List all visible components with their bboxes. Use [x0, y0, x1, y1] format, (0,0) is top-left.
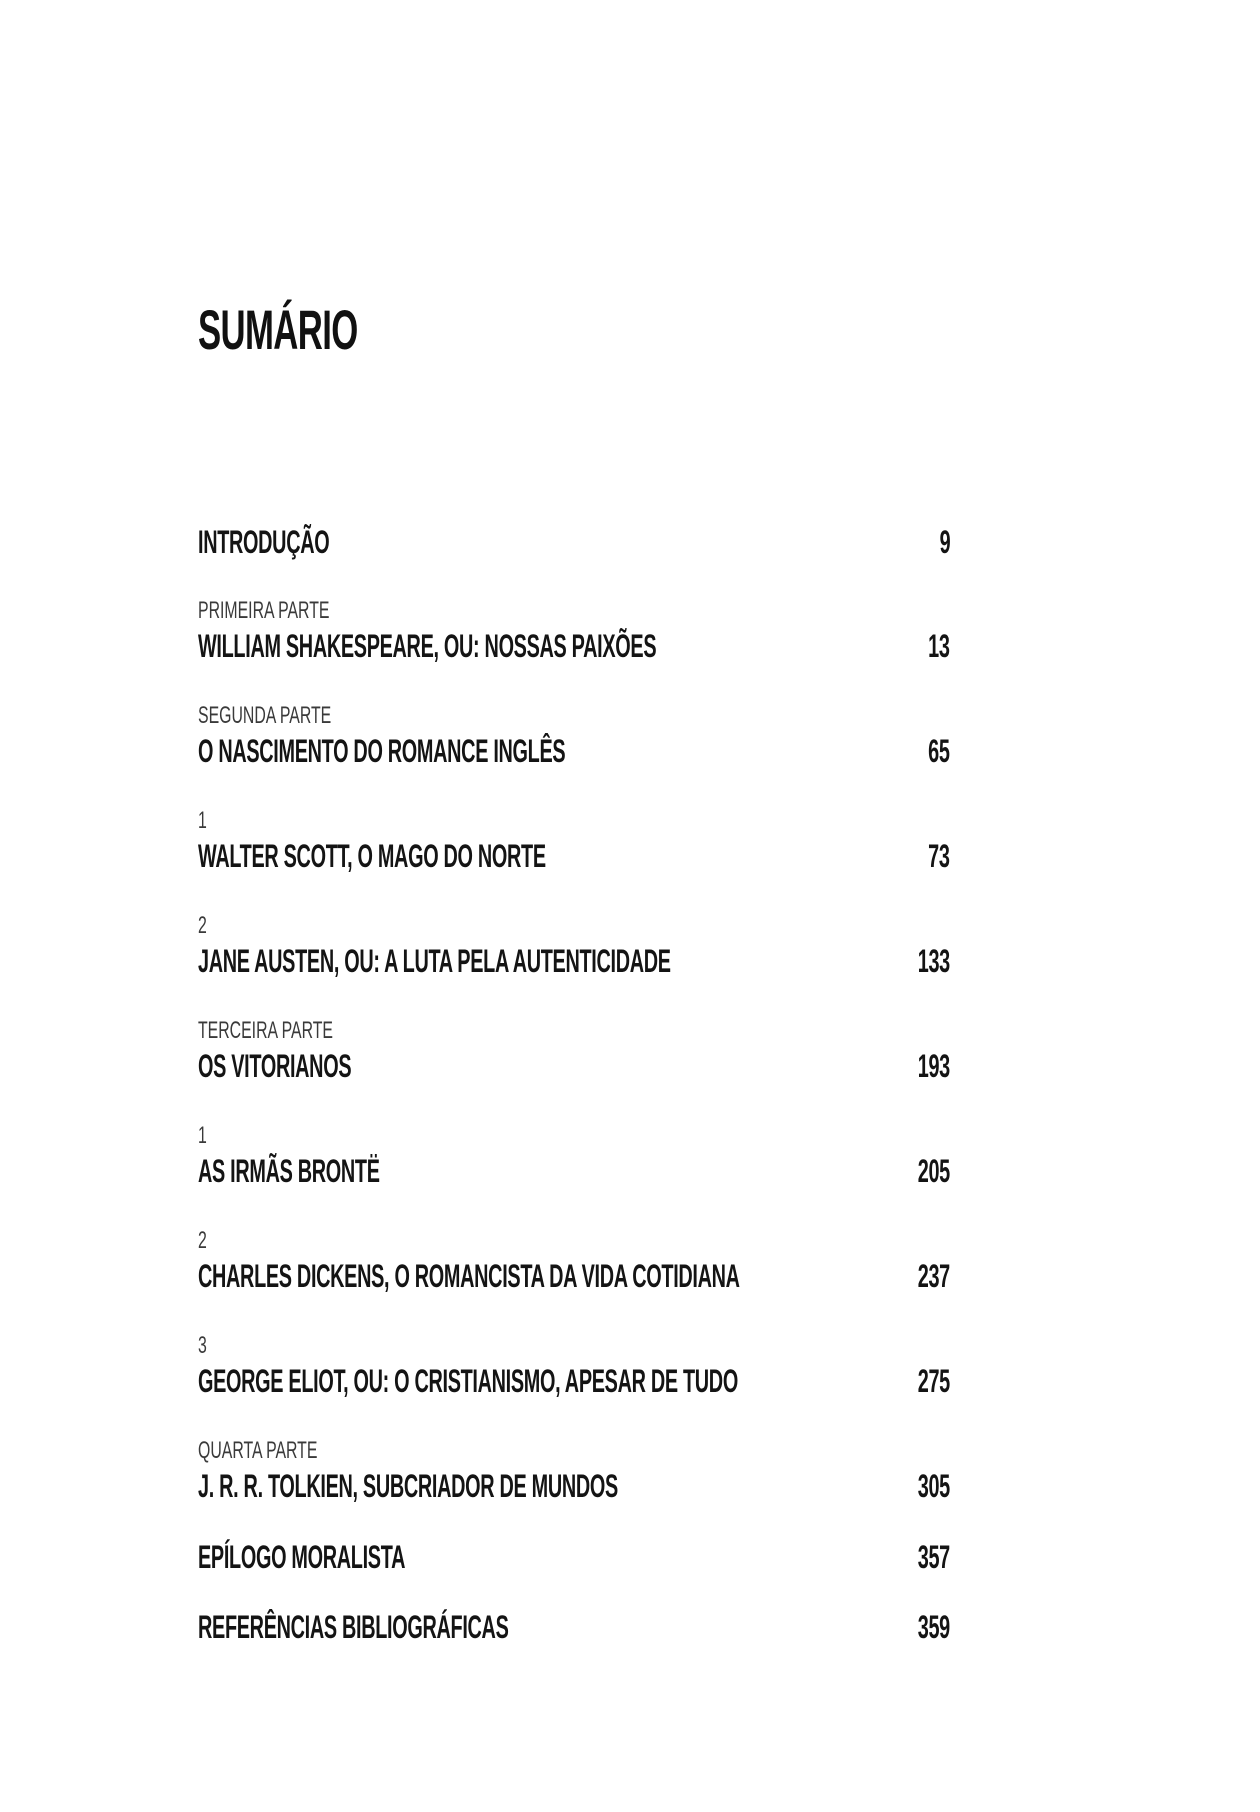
toc-entry-page-number: 9: [939, 524, 950, 560]
toc-entry-title: J. R. R. TOLKIEN, SUBCRIADOR DE MUNDOS: [198, 1468, 618, 1504]
toc-entry-title: AS IRMÃS BRONTË: [198, 1153, 380, 1189]
toc-entry-page-number: 359: [917, 1609, 950, 1645]
toc-entry-title: O NASCIMENTO DO ROMANCE INGLÊS: [198, 733, 566, 769]
toc-entry-page-number: 357: [917, 1539, 950, 1575]
toc-entry-page-number: 205: [917, 1153, 950, 1189]
toc-entry-title: GEORGE ELIOT, OU: O CRISTIANISMO, APESAR DE TUDO: [198, 1363, 738, 1399]
toc-entry-title: OS VITORIANOS: [198, 1048, 352, 1084]
toc-entry-part-label: SEGUNDA PARTE: [198, 702, 332, 729]
toc-entry-page-number: 237: [917, 1258, 950, 1294]
toc-entry-part-label: PRIMEIRA PARTE: [198, 597, 330, 624]
toc-entry-chapter-number: 2: [198, 912, 207, 939]
toc-entry-page-number: 73: [928, 838, 950, 874]
toc-entry-page-number: 65: [928, 733, 950, 769]
toc-entry-page-number: 13: [928, 628, 950, 664]
toc-entry-title: REFERÊNCIAS BIBLIOGRÁFICAS: [198, 1609, 509, 1645]
toc-entry-page-number: 275: [917, 1363, 950, 1399]
toc-entry-page-number: 133: [917, 943, 950, 979]
page-title: SUMÁRIO: [198, 298, 358, 361]
toc-entry-title: EPÍLOGO MORALISTA: [198, 1539, 406, 1575]
toc-entry-chapter-number: 1: [198, 1122, 207, 1149]
toc-entry-part-label: QUARTA PARTE: [198, 1437, 318, 1464]
toc-entry-chapter-number: 2: [198, 1227, 207, 1254]
toc-entry-title: CHARLES DICKENS, O ROMANCISTA DA VIDA COTIDIANA: [198, 1258, 740, 1294]
toc-entry-title: JANE AUSTEN, OU: A LUTA PELA AUTENTICIDADE: [198, 943, 671, 979]
toc-entry-page-number: 193: [917, 1048, 950, 1084]
toc-entry-title: INTRODUÇÃO: [198, 524, 330, 560]
toc-entry-page-number: 305: [917, 1468, 950, 1504]
toc-entry-title: WALTER SCOTT, O MAGO DO NORTE: [198, 838, 546, 874]
toc-entry-part-label: TERCEIRA PARTE: [198, 1017, 333, 1044]
toc-entry-chapter-number: 1: [198, 807, 207, 834]
toc-entry-chapter-number: 3: [198, 1332, 207, 1359]
toc-entry-title: WILLIAM SHAKESPEARE, OU: NOSSAS PAIXÕES: [198, 628, 657, 664]
